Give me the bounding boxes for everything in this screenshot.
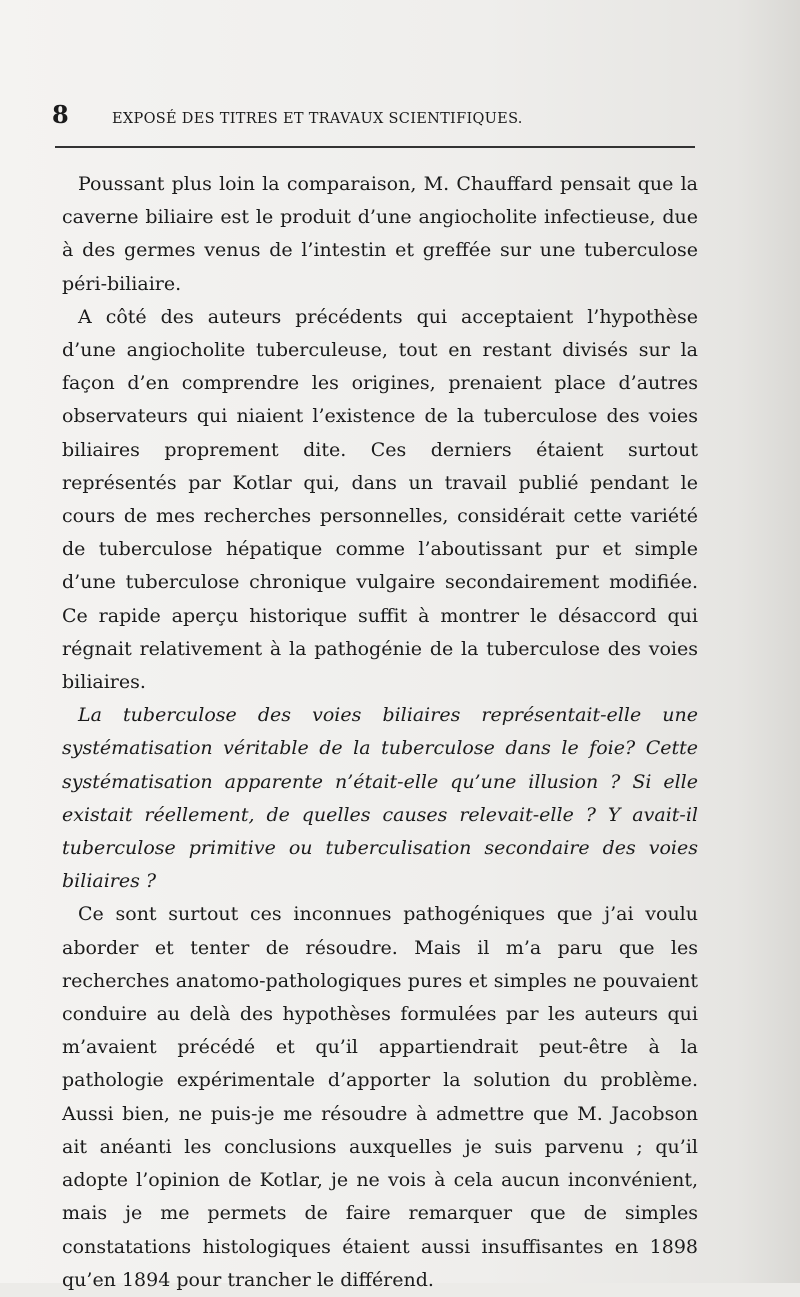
paragraph-2: A côté des auteurs précédents qui acceptaient l’hypothèse d’une angiocholite tuberculeuse, tout en restant divisés sur la façon d’en comprendre les origines, prenaient place d’autres observateurs qui niaient l’existence de la tuberculose des voies biliaires proprement dite. Ces derniers étaient surtout représentés par Kotlar qui, dans un travail publié pendant le cours de mes recherches personnelles, considérait cette variété de tuberculose hépatique comme l’aboutissant pur et simple d’une tuberculose chronique vulgaire secondairement modifiée. Ce rapide aperçu historique suffit à montrer le désaccord qui régnait relativement à la pathogénie de la tuberculose des voies biliaires. — [62, 305, 698, 694]
paragraph-4: Ce sont surtout ces inconnues pathogéniques que j’ai voulu aborder et tenter de résoudre. Mais il m’a paru que les recherches anatomo-pathologiques pures et simples ne pouvaient conduire au delà des hypothèses formulées par les auteurs qui m’avaient précédé et qu’il appartiendrait peut-être à la pathologie expérimentale d’apporter la solution du problème. Aussi bien, ne puis-je me résoudre à admettre que M. Jacobson ait anéanti les conclusions auxquelles je suis parvenu ; qu’il adopte l’opinion de Kotlar, je ne vois à cela aucun inconvénient, mais je me permets de faire remarquer que de simples constatations histologiques étaient aussi insuffisantes en 1898 qu’en 1894 pour trancher le différend. — [62, 903, 698, 1291]
running-title: EXPOSÉ DES TITRES ET TRAVAUX SCIENTIFIQUES. — [112, 111, 523, 127]
header-rule — [55, 146, 695, 148]
paragraph-3-italic: La tuberculose des voies biliaires représentait-elle une systématisation véritable de la tuberculose dans le foie? Cette systématisation apparente n’était-elle qu’une illusion ? Si elle existait réellement, de quelles causes relevait-elle ? Y avait-il tuberculose primitive ou tuberculisation secondaire des voies biliaires ? — [62, 704, 698, 893]
page-header — [52, 100, 692, 129]
body-text — [62, 168, 698, 1297]
page-number: 8 — [52, 100, 69, 129]
paragraph-1: Poussant plus loin la comparaison, M. Chauffard pensait que la caverne biliaire est le produit d’une angiocholite infectieuse, due à des germes venus de l’intestin et greffée sur une tuberculose péri-biliaire. — [62, 173, 698, 295]
